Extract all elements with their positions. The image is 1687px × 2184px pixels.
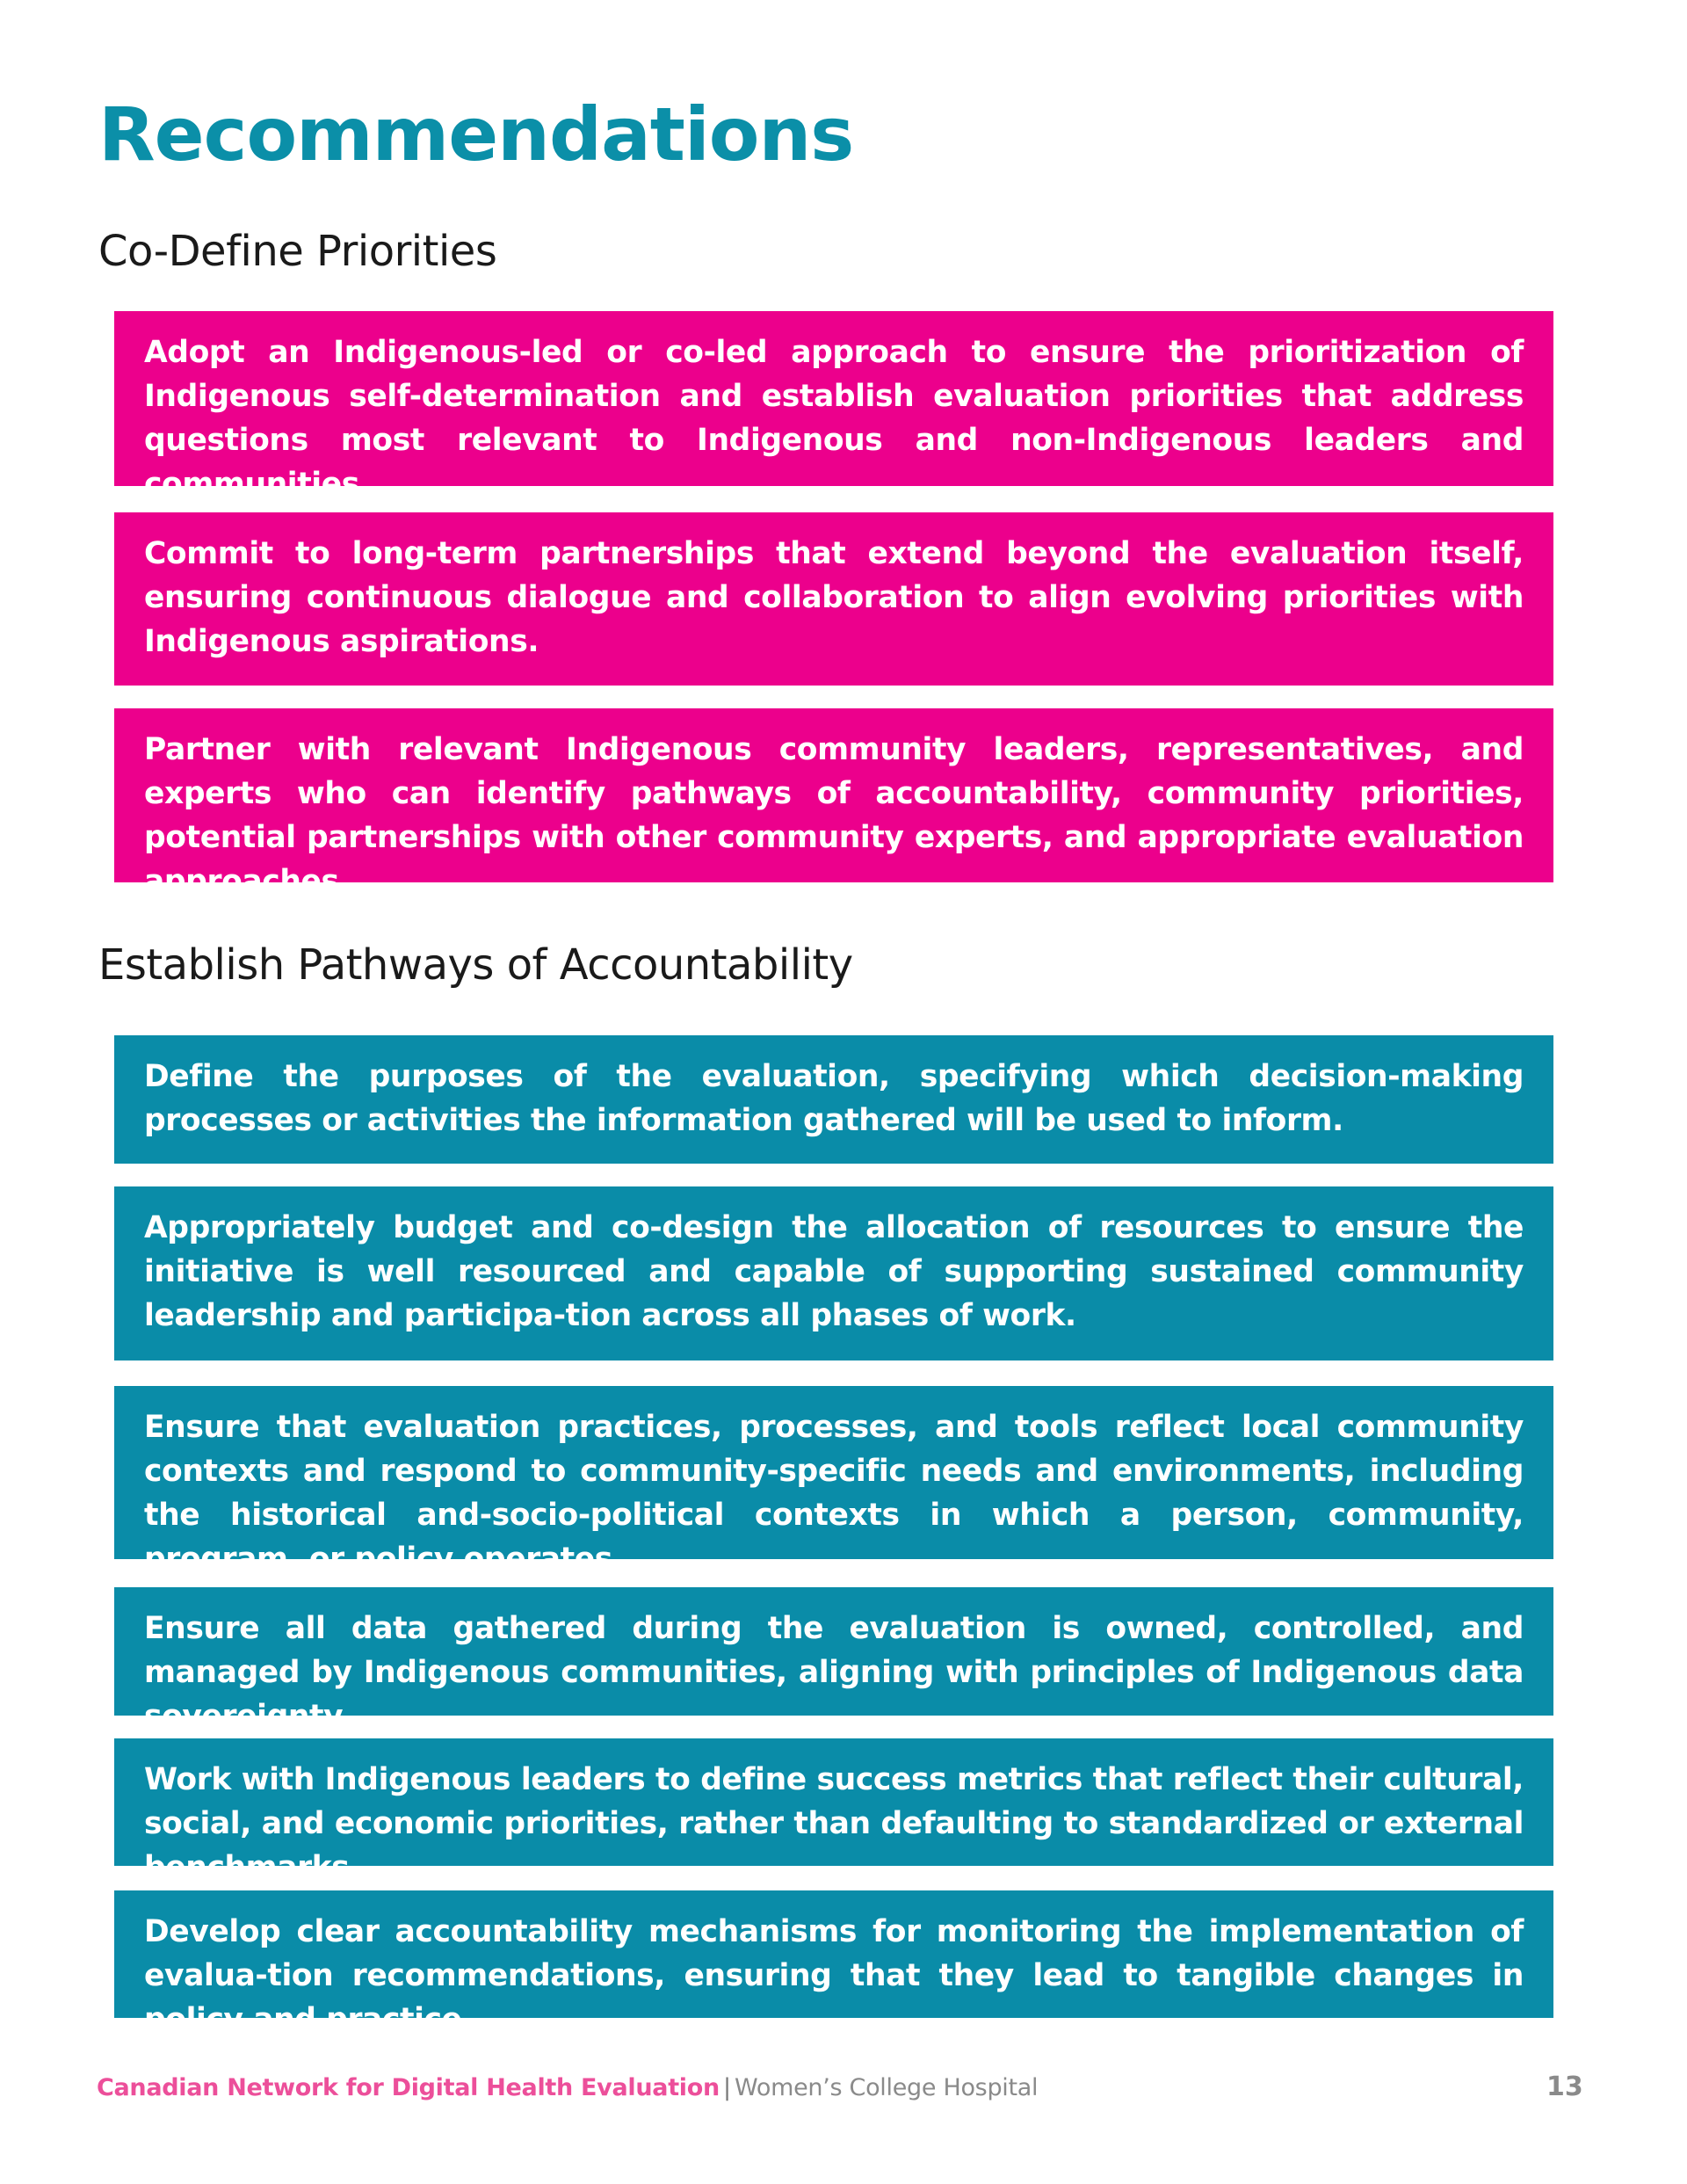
recommendation-box: Appropriately budget and co-design the allocation of resources to ensure the initiative is well resourced and capable of supporting sustained community leadership and participa-tion across all phases of work.: [114, 1186, 1553, 1360]
footer-separator: |: [722, 2074, 732, 2101]
page-number: 13: [1546, 2072, 1583, 2102]
footer: [97, 2072, 1038, 2104]
recommendation-box: Define the purposes of the evaluation, specifying which decision-making processes or activities the information gathered will be used to inform.: [114, 1035, 1553, 1164]
recommendation-box: Ensure all data gathered during the evaluation is owned, controlled, and managed by Indigenous communities, aligning with principles of Indigenous data sovereignty.: [114, 1587, 1553, 1716]
recommendation-box: Adopt an Indigenous-led or co-led approach to ensure the prioritization of Indigenous self-determination and establish evaluation priorities that address questions most relevant to Indigenous and non-Indigenous leaders and communities.: [114, 311, 1553, 486]
section-heading-co-define-priorities: Co-Define Priorities: [98, 227, 497, 276]
section-heading-establish-pathways: Establish Pathways of Accountability: [98, 940, 853, 990]
recommendation-box: Commit to long-term partnerships that extend beyond the evaluation itself, ensuring continuous dialogue and collaboration to align evolving priorities with Indigenous aspirations.: [114, 512, 1553, 686]
recommendation-box: Work with Indigenous leaders to define success metrics that reflect their cultural, social, and economic priorities, rather than defaulting to standardized or external benchmarks.: [114, 1738, 1553, 1866]
recommendation-box: Develop clear accountability mechanisms for monitoring the implementation of evalua-tion recommendations, ensuring that they lead to tangible changes in policy and practice.: [114, 1890, 1553, 2018]
page-title: Recommendations: [98, 91, 854, 178]
footer-hospital: Women’s College Hospital: [735, 2074, 1039, 2101]
recommendation-box: Partner with relevant Indigenous community leaders, representatives, and experts who can identify pathways of accountability, community priorities, potential partnerships with other community experts, and appropriate evaluation approaches.: [114, 708, 1553, 882]
recommendation-box: Ensure that evaluation practices, processes, and tools reflect local community contexts and respond to community-specific needs and environments, including the historical and-socio-political contexts in which a person, community, program, or policy operates.: [114, 1386, 1553, 1559]
footer-organization: Canadian Network for Digital Health Evaluation: [97, 2074, 720, 2101]
